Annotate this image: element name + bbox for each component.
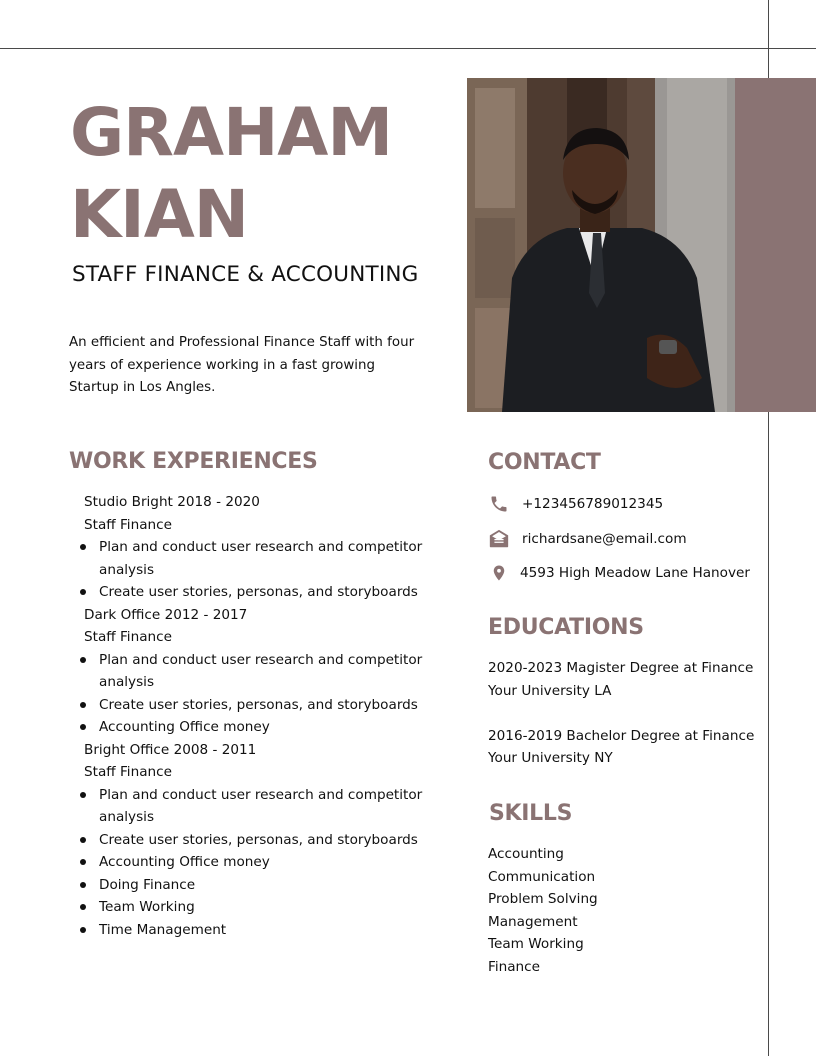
job-company: Studio Bright 2018 - 2020 xyxy=(84,494,260,510)
contact-email xyxy=(488,528,687,550)
email-address: richardsane@email.com xyxy=(522,531,687,547)
list-item: Accounting Office money xyxy=(84,851,424,874)
education-degree: 2016-2019 Bachelor Degree at Finance xyxy=(488,727,755,744)
list-item xyxy=(488,657,758,702)
education-school: Your University LA xyxy=(488,682,612,699)
last-name: KIAN xyxy=(70,176,249,253)
skills-list xyxy=(488,843,598,978)
full-name xyxy=(70,92,392,256)
contact-address xyxy=(488,562,750,584)
job-title: STAFF FINANCE & ACCOUNTING xyxy=(72,262,419,287)
list-item xyxy=(488,725,758,770)
work-section-title: WORK EXPERIENCES xyxy=(69,449,318,474)
email-icon xyxy=(488,528,510,550)
location-pin-icon xyxy=(488,562,510,584)
top-rule xyxy=(0,48,816,49)
phone-icon xyxy=(488,493,510,515)
street-address: 4593 High Meadow Lane Hanover xyxy=(520,565,750,581)
job-company: Bright Office 2008 - 2011 xyxy=(84,741,257,758)
job-bullets xyxy=(84,784,424,942)
list-item: Doing Finance xyxy=(84,874,424,897)
job-company: Dark Office 2012 - 2017 xyxy=(84,606,248,623)
list-item: Accounting xyxy=(488,846,564,862)
job-bullets xyxy=(84,536,424,604)
list-item: Problem Solving xyxy=(488,891,598,907)
list-item: Time Management xyxy=(84,919,424,942)
list-item: Plan and conduct user research and competitor analysis xyxy=(84,784,424,829)
skills-section-title: SKILLS xyxy=(489,801,573,826)
contact-phone xyxy=(488,493,663,515)
accent-band xyxy=(735,78,816,412)
list-item: Create user stories, personas, and storyboards xyxy=(84,694,424,717)
list-item: Create user stories, personas, and storyboards xyxy=(84,829,424,852)
list-item: Plan and conduct user research and competitor analysis xyxy=(84,649,424,694)
profile-photo xyxy=(467,78,735,412)
first-name: GRAHAM xyxy=(70,94,393,171)
list-item: Accounting Office money xyxy=(84,716,424,739)
list-item: Communication xyxy=(488,868,596,885)
education-list xyxy=(488,657,758,770)
contact-section-title: CONTACT xyxy=(488,450,601,475)
list-item: Plan and conduct user research and competitor analysis xyxy=(84,536,424,581)
list-item: Team Working xyxy=(84,896,424,919)
job-bullets xyxy=(84,649,424,739)
phone-number: +123456789012345 xyxy=(522,496,664,512)
work-experience-list xyxy=(84,491,424,941)
job-position: Staff Finance xyxy=(84,629,172,645)
list-item: Management xyxy=(488,913,578,930)
education-section-title: EDUCATIONS xyxy=(488,615,644,640)
list-item: Finance xyxy=(488,958,541,975)
education-school: Your University NY xyxy=(488,750,613,766)
list-item: Team Working xyxy=(488,936,584,952)
job-position: Staff Finance xyxy=(84,764,172,780)
job-position: Staff Finance xyxy=(84,516,172,533)
list-item: Create user stories, personas, and storyboards xyxy=(84,581,424,604)
profile-summary: An efficient and Professional Finance Staff with four years of experience working in a fast growing Startup in Los Angles. xyxy=(69,335,415,395)
education-degree: 2020-2023 Magister Degree at Finance xyxy=(488,660,754,676)
